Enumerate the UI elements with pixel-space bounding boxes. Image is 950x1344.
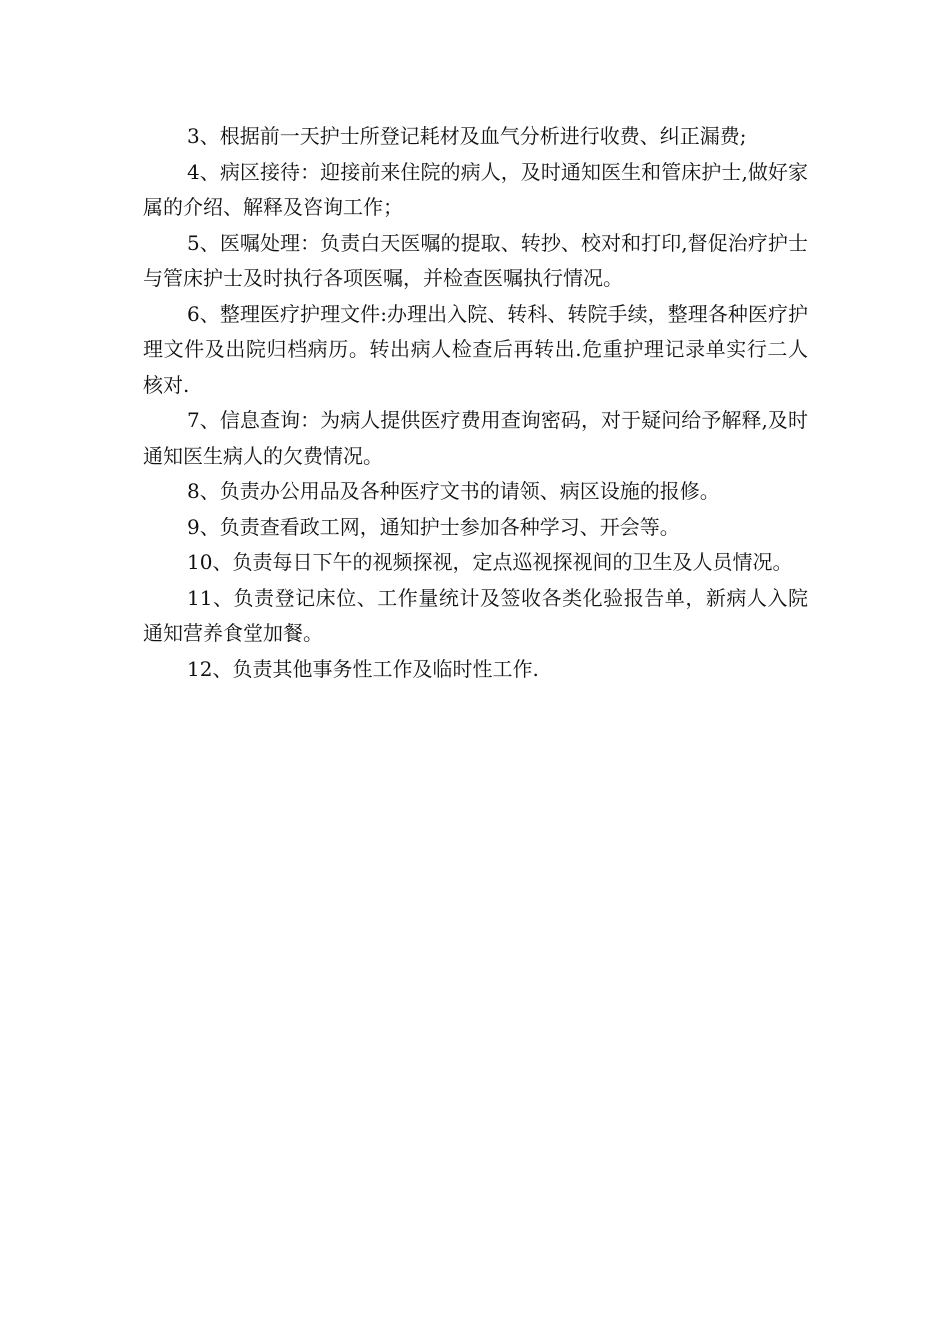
paragraph-item-3: 3、根据前一天护士所登记耗材及血气分析进行收费、纠正漏费; [187, 124, 747, 148]
paragraph-item-11: 11、负责登记床位、工作量统计及签收各类化验报告单，新病人入院通知营养食堂加餐。 [143, 585, 808, 645]
paragraph-item-4: 4、病区接待：迎接前来住院的病人，及时通知医生和管床护士,做好家属的介绍、解释及咨询工作； [143, 159, 808, 219]
document-body [143, 119, 808, 687]
paragraph-item-8: 8、负责办公用品及各种医疗文书的请领、病区设施的报修。 [187, 479, 720, 503]
paragraph-item-12: 12、负责其他事务性工作及临时性工作. [187, 656, 539, 681]
paragraph-item-6: 6、整理医疗护理文件:办理出入院、转科、转院手续，整理各种医疗护理文件及出院归档病历。转出病人检查后再转出.危重护理记录单实行二人核对. [143, 301, 808, 397]
paragraph-item-9: 9、负责查看政工网，通知护士参加各种学习、开会等。 [187, 514, 680, 539]
paragraph-item-5: 5、医嘱处理：负责白天医嘱的提取、转抄、校对和打印,督促治疗护士与管床护士及时执行各项医嘱，并检查医嘱执行情况。 [143, 230, 808, 290]
paragraph-item-10: 10、负责每日下午的视频探视，定点巡视探视间的卫生及人员情况。 [187, 550, 793, 574]
paragraph-item-7: 7、信息查询：为病人提供医疗费用查询密码，对于疑问给予解释,及时通知医生病人的欠费情况。 [143, 408, 808, 468]
